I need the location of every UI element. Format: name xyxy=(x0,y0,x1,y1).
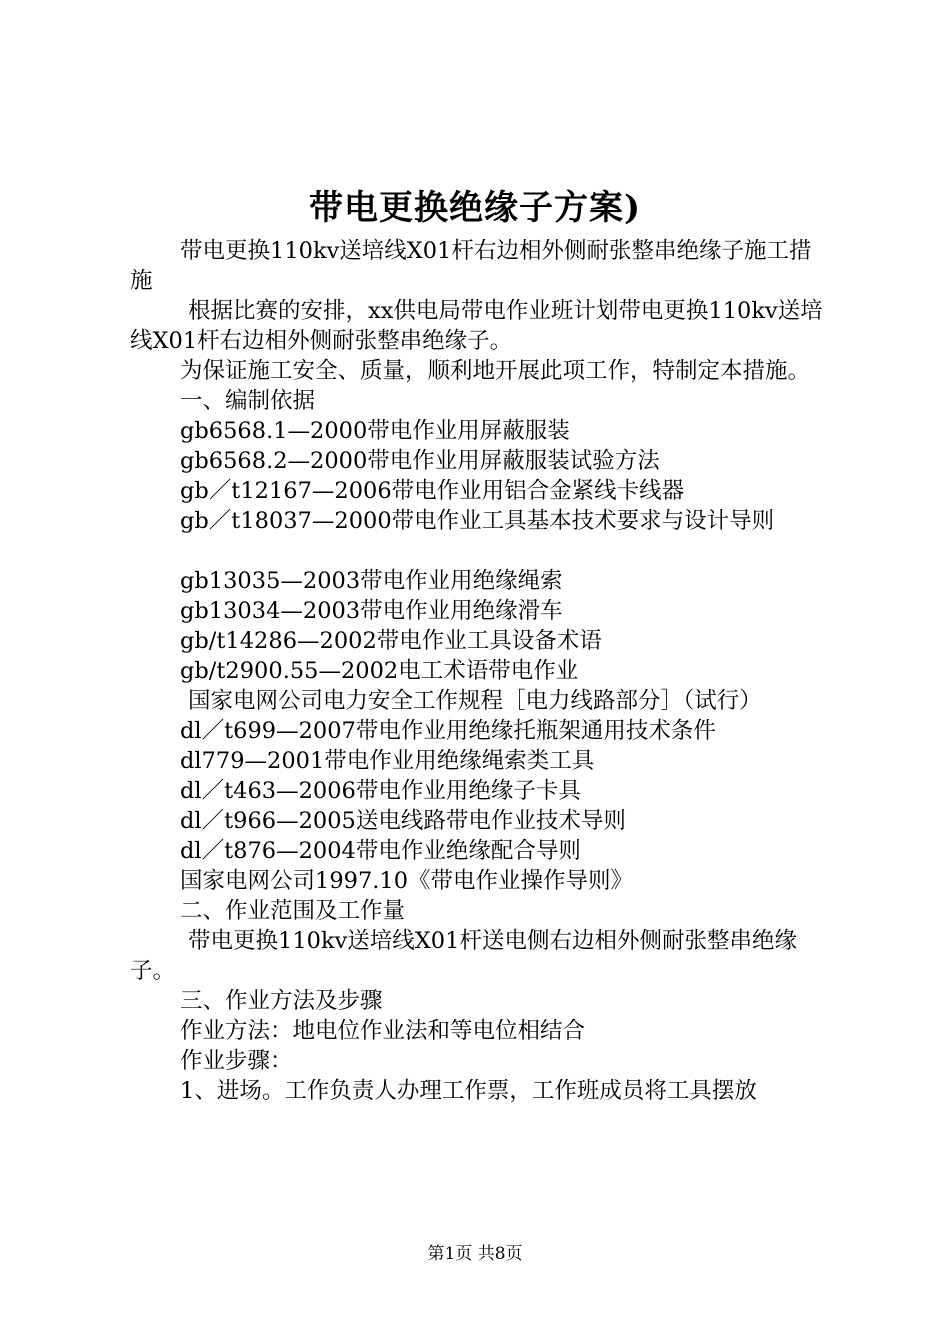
standard-item: gb6568.1—2000带电作业用屏蔽服装 xyxy=(180,418,570,444)
standard-item: dl779—2001带电作业用绝缘绳索类工具 xyxy=(180,748,595,774)
paragraph-scope: 带电更换110kv送培线X01杆送电侧右边相外侧耐张整串绝缘子。 xyxy=(130,928,797,984)
section-heading-scope: 二、作业范围及工作量 xyxy=(180,898,406,924)
paragraph-step-1: 1、进场。工作负责人办理工作票，工作班成员将工具摆放 xyxy=(180,1078,757,1104)
page-footer: 第1页 共8页 xyxy=(427,1244,523,1264)
section-heading-basis: 一、编制依据 xyxy=(180,388,316,414)
paragraph-subtitle: 带电更换110kv送培线X01杆右边相外侧耐张整串绝缘子施工措施 xyxy=(130,238,812,294)
standard-item: gb／t12167—2006带电作业用铝合金紧线卡线器 xyxy=(180,478,685,504)
document-title: 带电更换绝缘子方案) xyxy=(308,188,642,228)
standard-item: 国家电网公司1997.10《带电作业操作导则》 xyxy=(180,868,634,894)
standard-item: gb／t18037—2000带电作业工具基本技术要求与设计导则 xyxy=(180,508,775,534)
standard-item: dl／t876—2004带电作业绝缘配合导则 xyxy=(180,838,581,864)
standard-item: gb/t2900.55—2002电工术语带电作业 xyxy=(180,658,579,684)
standard-item: dl／t966—2005送电线路带电作业技术导则 xyxy=(180,808,626,834)
document-body xyxy=(130,236,830,1106)
standard-item: gb/t14286—2002带电作业工具设备术语 xyxy=(180,628,602,654)
paragraph-intro: 根据比赛的安排，xx供电局带电作业班计划带电更换110kv送培线X01杆右边相外侧耐张整串绝缘子。 xyxy=(130,298,823,354)
standard-item: gb13034—2003带电作业用绝缘滑车 xyxy=(180,598,563,624)
paragraph-method: 作业方法：地电位作业法和等电位相结合 xyxy=(180,1018,586,1044)
standard-item: 国家电网公司电力安全工作规程［电力线路部分］（试行） xyxy=(188,688,762,714)
blank-line xyxy=(130,536,830,566)
standard-item: gb13035—2003带电作业用绝缘绳索 xyxy=(180,568,563,594)
standard-item: dl／t463—2006带电作业用绝缘子卡具 xyxy=(180,778,581,804)
standard-item: gb6568.2—2000带电作业用屏蔽服装试验方法 xyxy=(180,448,660,474)
paragraph-purpose: 为保证施工安全、质量，顺利地开展此项工作，特制定本措施。 xyxy=(180,358,811,384)
section-heading-method: 三、作业方法及步骤 xyxy=(180,988,383,1014)
standard-item: dl／t699—2007带电作业用绝缘托瓶架通用技术条件 xyxy=(180,718,716,744)
paragraph-steps-label: 作业步骤： xyxy=(180,1048,293,1074)
